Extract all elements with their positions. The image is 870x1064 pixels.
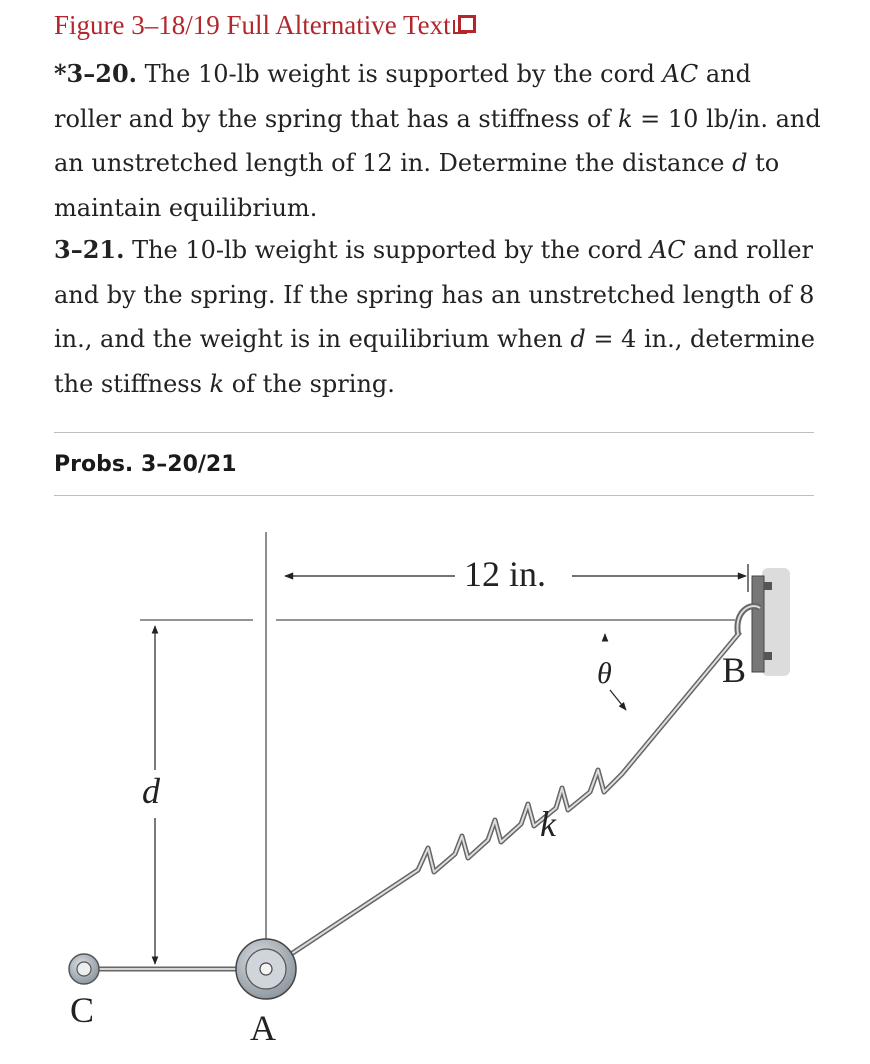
problem-3-20: *3–20. The 10-lb weight is supported by the cord AC and roller and by the spring that has a stiffness of k = 10 lb/in. and an unstretched length of 12 in. Determine the distance d to maintain equilibrium.	[54, 59, 821, 222]
problem-number: 3–21.	[54, 235, 125, 264]
dimension-12in-label: 12 in.	[464, 554, 547, 594]
dimension-d-label: d	[142, 771, 160, 811]
full-alt-text-link[interactable]	[54, 10, 473, 41]
problem-number: *3–20.	[54, 59, 138, 88]
mechanics-figure	[0, 500, 870, 1064]
spring-k-label: k	[540, 804, 556, 844]
point-A-label: A	[250, 1008, 276, 1048]
problem-3-21: 3–21. The 10-lb weight is supported by the cord AC and roller and by the spring. If the spring has an unstretched length of 8 in., and the weight is in equilibrium when d = 4 in., determine the stiffness k of the spring.	[54, 235, 815, 398]
wall-support	[752, 568, 790, 676]
external-link-icon	[453, 15, 473, 35]
roller-A	[236, 939, 296, 999]
figure-caption: Probs. 3–20/21	[54, 452, 237, 477]
full-alt-text-label: Figure 3–18/19 Full Alternative Text	[54, 10, 451, 40]
angle-theta-label: θ	[597, 657, 612, 690]
point-C-label: C	[70, 990, 95, 1030]
point-B-label: B	[722, 650, 747, 690]
divider-top	[54, 432, 814, 433]
divider-bottom	[54, 495, 814, 496]
pulley-C	[69, 954, 99, 984]
spring	[270, 632, 740, 968]
